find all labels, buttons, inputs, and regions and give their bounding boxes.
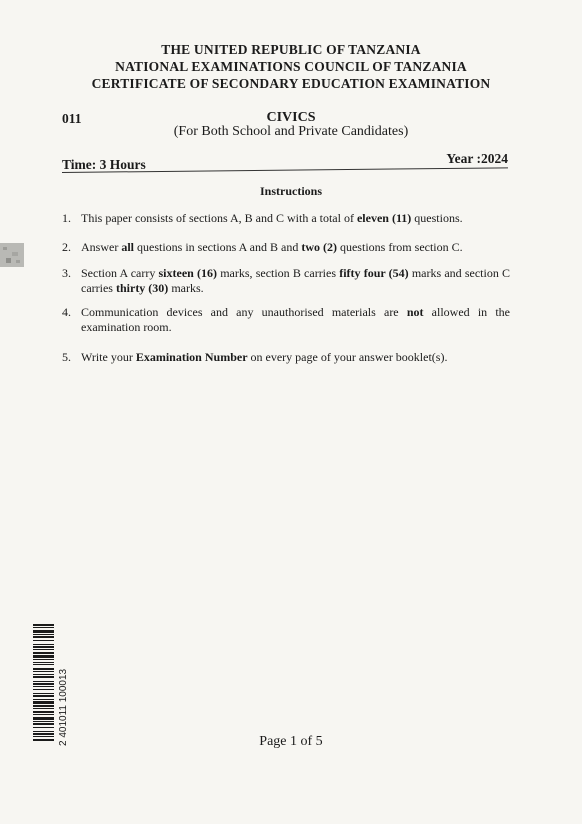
exam-duration: Time: 3 Hours (62, 157, 146, 172)
barcode-bars (33, 624, 54, 741)
paper-code: 011 (62, 111, 82, 126)
instruction-item (62, 266, 510, 296)
barcode-number: 2 401011 100013 (58, 668, 69, 746)
instruction-item (62, 305, 510, 335)
instruction-number: 5. (62, 350, 71, 364)
barcode (33, 622, 71, 748)
instruction-number: 4. (62, 305, 71, 319)
instruction-text: Section A carry sixteen (16) marks, section B carries fifty four (54) marks and section C carries thirty (30) marks. (81, 266, 511, 295)
page-number: Page 1 of 5 (259, 734, 323, 749)
instruction-number: 2. (62, 240, 71, 254)
instruction-text: Write your Examination Number on every page of your answer booklet(s). (81, 350, 448, 364)
instruction-text: Communication devices and any unauthorised materials are not allowed in the examination room. (81, 305, 510, 334)
instruction-text: This paper consists of sections A, B and C with a total of eleven (11) questions. (81, 211, 463, 225)
header-exam-type: CERTIFICATE OF SECONDARY EDUCATION EXAMINATION (91, 76, 491, 91)
instruction-item (62, 240, 510, 255)
instruction-item (62, 211, 510, 226)
instructions-title: Instructions (259, 184, 322, 198)
instruction-number: 3. (62, 266, 71, 280)
header-country: THE UNITED REPUBLIC OF TANZANIA (161, 42, 421, 57)
header-council: NATIONAL EXAMINATIONS COUNCIL OF TANZANIA (115, 59, 467, 74)
instruction-text: Answer all questions in sections A and B and two (2) questions from section C. (81, 240, 463, 254)
scan-artifact-patch (0, 243, 24, 267)
exam-year: Year :2024 (446, 151, 508, 166)
instruction-item (62, 350, 510, 365)
paper-candidates: (For Both School and Private Candidates) (173, 124, 409, 139)
paper-subject: CIVICS (266, 110, 316, 125)
instruction-number: 1. (62, 211, 71, 225)
